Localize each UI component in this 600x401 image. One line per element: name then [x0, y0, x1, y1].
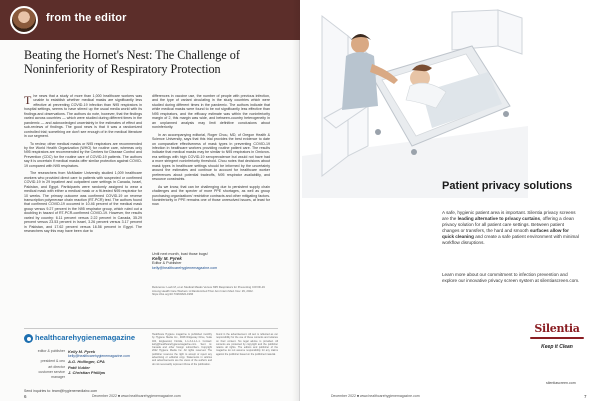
editor-signoff: [152, 252, 282, 271]
masthead-divider: [24, 328, 278, 329]
ad-body-text: A safe, hygienic patient area is important. Silentia privacy screens are the leading alternative to privacy curtains, offering a clean privacy solution for all patient care settings. Between patient changes or transfers, the hard and smooth surfaces allow for quick cleaning and create a safe patient environment with minimal workflow disruptions.: [442, 210, 579, 246]
magazine-logo: [24, 333, 136, 345]
ad-cta-text: Learn more about our commitment to infection prevention and explore our innovative privacy screen system at silentiascreen.com.: [442, 272, 580, 284]
logo-swoosh-icon: [530, 337, 584, 339]
ad-headline: Patient privacy solutions: [442, 180, 573, 192]
article-paragraph: The researchers from McMaster University studied 1,009 healthcare workers who provided direct care to patients with suspected or confirmed COVID-19 in 29 inpatient and outpatient care settings in Canada, Israel, Pakistan, and Egypt. Participants were randomly assigned to wear a medical mask with either a medical mask or a fit-tested N95 respirator for 10 weeks. The primary outcome was confirmed COVID-19 on reverse transcription polymerase chain reaction (RT-PCR) test. The authors found that confirmed COVID-19 occurred in 10.46 percent of the medical mask group versus 9.27 percent in the N95 respirator group, which ruled out a doubling in hazard of RT-PCR-confirmed COVID-19. However, the results varied by country: 6.11 percent versus 2.22 percent in Canada, 35.29 percent versus 23.53 percent in Israel, 3.26 percent versus 3.17 percent in Pakistan, and 17.62 percent versus 16.56 percent in Egypt. The researchers say this may have been due to: [24, 171, 142, 234]
silentia-logo: [522, 322, 592, 360]
ad-photo-illustration: [302, 6, 528, 198]
legal-text-2: found in the advertisement. All text is reflected as our responsibility for the use of these contents and reliance on their content. No legal advice is provided. All contents are protected by copyright and the publisher retains all rights. The editors and publisher of the magazine do not assume responsibility for any claims against the publisher based on the published material.: [216, 333, 278, 356]
staff-email-link[interactable]: kelly@healthcarehygienemagazine.com: [68, 354, 130, 359]
masthead-staff: [24, 349, 144, 380]
footer-right: December 2022 ■ www.healthcarehygienemagazine.com: [331, 394, 420, 398]
ad-url-link[interactable]: silentiascreen.com: [546, 381, 576, 385]
footer-left: December 2022 ■ www.healthcarehygienemagazine.com: [92, 394, 181, 398]
article-paragraph: As we know, that can be challenging due to persistent supply chain challenges and the specter of more PPE shortages, as well as group purchasing organizations' restrictive contracts and other mitigating factors. Noninferiority in PPE remains one of those unresolved issues, at least for now.: [152, 184, 270, 207]
silentia-wordmark: Silentia: [534, 322, 580, 335]
drop-cap: T: [24, 93, 32, 107]
page-number-right: 7: [584, 394, 587, 399]
staff-row: art director Patti Vukler: [48, 364, 90, 370]
article-paragraph: differences in vaccine use, the number of people with previous infection, and the type of variant circulating in the study countries which were studied during different times in the pandemic. The authors indicate that while medical masks were found to be not significantly less effective than N95 respirators, and the efficacy estimate was within the noninferiority margin of 2, this margin was wide, and between-country heterogeneity in an unplanned analysis may limit definitive conclusions about noninferiority.: [152, 94, 270, 130]
page-number-left: 6: [24, 394, 27, 399]
editor-avatar: [10, 6, 38, 34]
signoff-title: Editor & Publisher: [152, 261, 182, 266]
silentia-tagline: Keep it Clean: [541, 344, 573, 350]
article-column-1: [24, 94, 142, 237]
ad-photo-hospital-bed: [302, 6, 528, 198]
article-paragraph: In an accompanying editorial, Roger Chou, MD, of Oregon Health & Science University, says that this trial provides the best evidence to date on comparative effectiveness of mask types in preventing COVID-19 infection in healthcare workers providing routine patient care. The results indicate that medical masks may be similar to N95 respirators in Omicron-era settings with high COVID-19 seroprevalence but would not have had a more stringent noninferiority threshold. Chou notes that decisions about mask types in healthcare settings should be informed by the uncertainty around the estimates and continue to account for healthcare worker preferences about potential tradeoffs, N95 respirator availability, and resource constraints.: [152, 132, 270, 182]
magazine-logo-text: healthcarehygienemagazine: [35, 333, 136, 342]
inquiries-line: Send inquiries to: team@hygienemediainc.com: [24, 389, 98, 393]
article-reference: Reference: Loeb M, et al. Medical Masks Versus N95 Respirators for Preventing COVID-19 Among Health Care Workers: A Randomized Trial. Ann Intern Med. Nov. 29, 2022. https://doi.org/10.7326/M22-1966: [152, 285, 265, 296]
staff-row: editor & publisher Kelly M. Pyrek: [37, 349, 96, 354]
article-paragraph: The news that a study of more than 1,000 healthcare workers was unable to establish whether medical masks are significantly less effective at preventing COVID-19 infection than N95 respirators in hospital settings, seems to have stirred up the usual media world with its findings and observations. The authors do note, however, that the findings varied across countries — which were studied during different times in the pandemic — and acknowledged uncertainty in the estimates of effect and sub-reviews of findings. The good news is that it was a randomized controlled trial; something we don't see enough of in the medical literature in our segment.: [24, 93, 142, 139]
signoff-name: Kelly M. Pyrek: [152, 255, 182, 261]
signoff-email-link[interactable]: kelly@healthcarehygienemagazine.com: [152, 266, 218, 271]
section-title: from the editor: [46, 12, 127, 24]
signoff-closing: Until next month, bust those bugs!: [152, 252, 208, 256]
article-paragraph: To review, other medical masks or N95 respirators are recommended by the World Health Organization (WHO) for routine care, whereas only N95 respirators are recommended by the Centers for Disease Control and Prevention (CDC) for the routine care of COVID-19 patients. The authors say it is uncertain if medical masks offer similar protection against COVID-19 compared with N95 respirators.: [24, 141, 142, 168]
section-header: [0, 0, 300, 40]
article-title: Beating the Hornet's Nest: The Challenge of Noninferiority of Respiratory Protection: [24, 48, 240, 76]
staff-row: customer service manager J. Christian Phillips: [38, 369, 106, 380]
legal-text-1: Healthcare Hygiene magazine is published monthly by Hygiene Media Inc., 4848 Ridgeway Drive, Suite 400, Englewood, Florida, 1-1-3-4-1-1-1. Contact: kelly@healthcarehygienemagazine.com. Sent to: Canada and other foreign subscribers. Copyright 2022 Hygiene Media Inc. All rights reserved. The publisher reserves the right to accept or reject any advertising or editorial copy. Statements in articles and advertisements are the views of the authors and do not necessarily represent those of the publication.: [152, 333, 212, 366]
article-column-2: [152, 94, 270, 210]
hh-logo-icon: [24, 334, 33, 343]
staff-row: president & ceo A.G. Hollinger, CPA: [40, 359, 105, 365]
